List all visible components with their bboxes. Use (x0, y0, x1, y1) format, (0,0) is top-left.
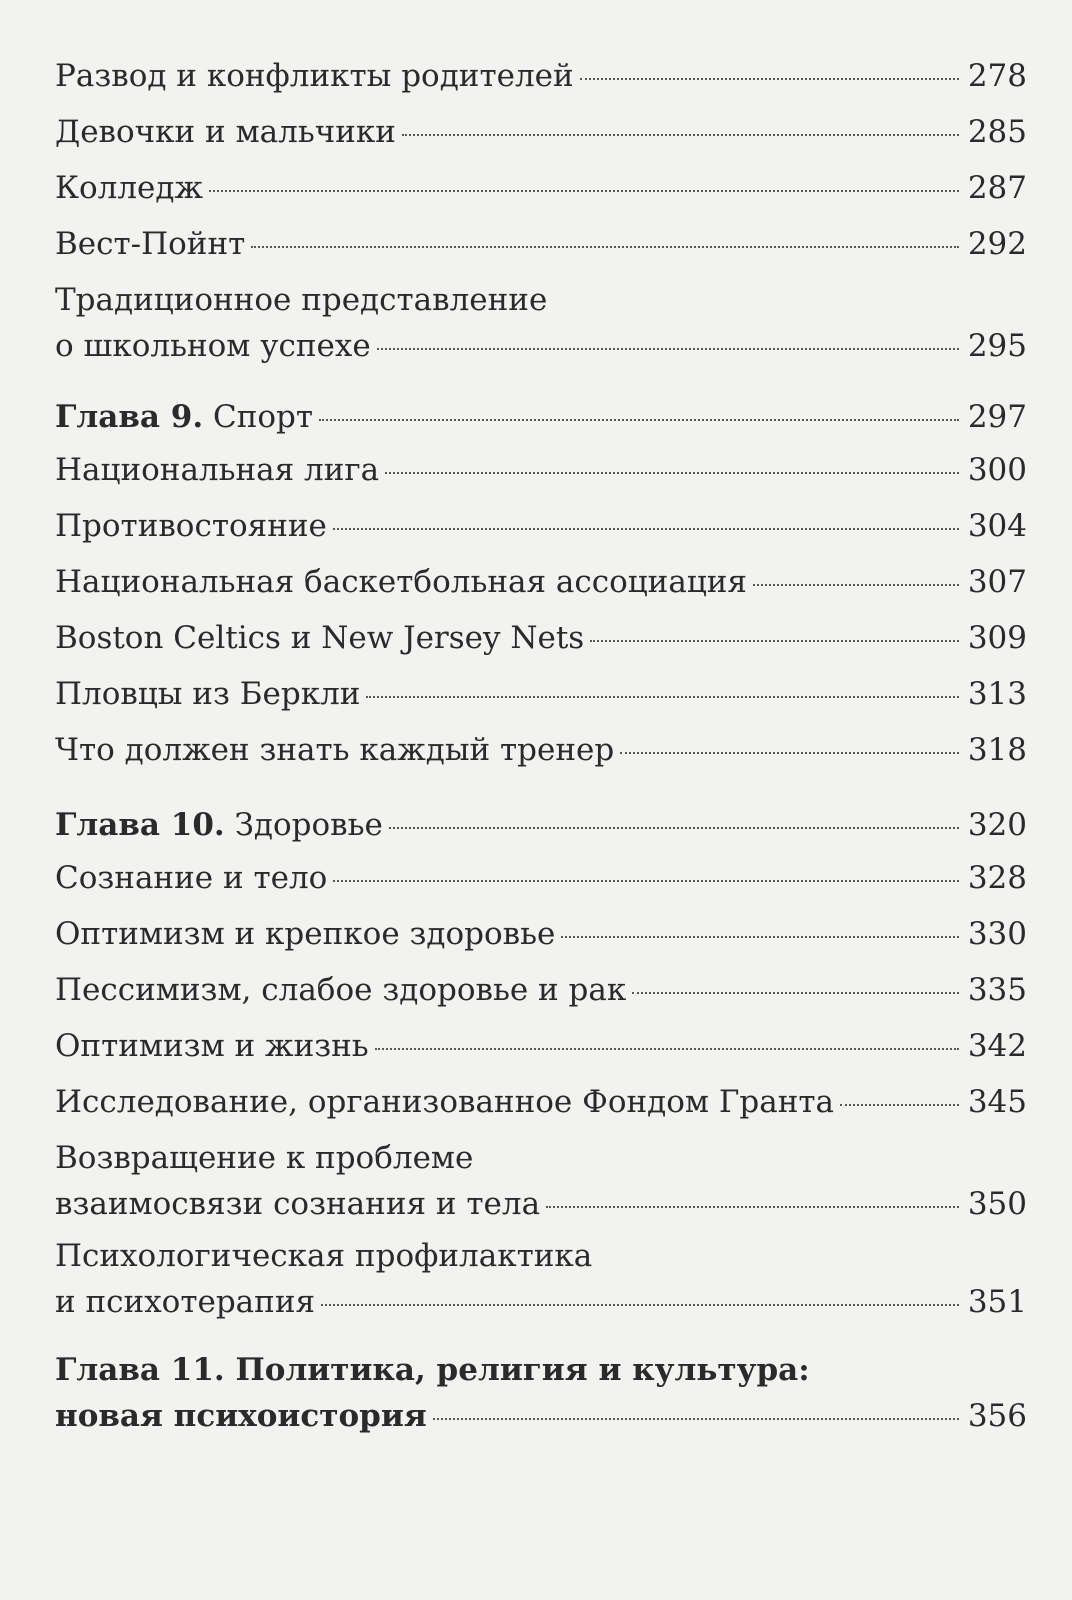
toc-page-number: 295 (967, 328, 1027, 364)
dot-leader (321, 1304, 959, 1306)
chapter-label: Глава 9. (55, 399, 204, 435)
toc-chapter-title (55, 392, 313, 442)
toc-chapter-entry (55, 392, 1027, 442)
dot-leader (333, 528, 959, 530)
toc-page-number: 342 (967, 1028, 1027, 1064)
toc-entry (55, 1136, 1027, 1228)
toc-entry (55, 850, 1027, 906)
toc-entry (55, 498, 1027, 554)
toc-entry (55, 906, 1027, 962)
toc-entry (55, 160, 1027, 216)
dot-leader (620, 752, 959, 754)
toc-entry (55, 610, 1027, 666)
chapter-label: Глава 11. (55, 1352, 225, 1388)
toc-entry-title: Оптимизм и жизнь (55, 1028, 369, 1064)
toc-entry (55, 278, 1027, 370)
toc-entry-title: Пловцы из Беркли (55, 676, 361, 712)
toc-entry-title: Вест-Пойнт (55, 226, 246, 262)
toc-chapter-entry (55, 800, 1027, 850)
toc-entry (55, 962, 1027, 1018)
toc-chapter-title-line1 (55, 1348, 1027, 1392)
toc-entry-title-line2: и психотерапия (55, 1284, 316, 1320)
toc-entry (55, 442, 1027, 498)
toc-entry-title: Национальная баскетбольная ассоциация (55, 564, 747, 600)
toc-page-number: 287 (967, 170, 1027, 206)
toc-entry (55, 1018, 1027, 1074)
toc-entry-title: Пессимизм, слабое здоровье и рак (55, 972, 627, 1008)
toc-entry-title-line1: Традиционное представление (55, 282, 548, 318)
toc-entry-title-line1: Психологическая профилактика (55, 1238, 593, 1274)
toc-entry (55, 104, 1027, 160)
dot-leader (389, 827, 959, 829)
toc-page-number: 345 (967, 1084, 1027, 1120)
toc-page-number: 300 (967, 452, 1027, 488)
chapter-title: Спорт (213, 399, 314, 435)
toc-page-number: 297 (967, 399, 1027, 435)
dot-leader (590, 640, 959, 642)
dot-leader (433, 1418, 959, 1420)
dot-leader (377, 348, 959, 350)
toc-page-number: 351 (967, 1284, 1027, 1320)
toc-page-number: 278 (967, 58, 1027, 94)
toc-page-number: 304 (967, 508, 1027, 544)
toc-page-number: 318 (967, 732, 1027, 768)
chapter-title-line1: Политика, религия и культура: (235, 1352, 810, 1388)
toc-page-number: 313 (967, 676, 1027, 712)
dot-leader (546, 1206, 959, 1208)
toc-entry (55, 666, 1027, 722)
toc-entry (55, 48, 1027, 104)
dot-leader (561, 936, 959, 938)
toc-page-number: 309 (967, 620, 1027, 656)
chapter-title: Здоровье (234, 807, 383, 843)
dot-leader (753, 584, 959, 586)
dot-leader (375, 1048, 959, 1050)
toc-entry (55, 216, 1027, 272)
toc-entry-title: Boston Celtics и New Jersey Nets (55, 620, 585, 656)
dot-leader (580, 78, 959, 80)
toc-entry (55, 1234, 1027, 1326)
dot-leader (366, 696, 959, 698)
toc-entry-title: Девочки и мальчики (55, 114, 396, 150)
toc-entry-title: Оптимизм и крепкое здоровье (55, 916, 556, 952)
toc-page-number: 285 (967, 114, 1027, 150)
toc-entry-title: Сознание и тело (55, 860, 328, 896)
toc-entry (55, 722, 1027, 778)
toc-entry-title-line2: о школьном успехе (55, 328, 371, 364)
toc-page-number: 356 (967, 1398, 1027, 1434)
toc-page-number: 330 (967, 916, 1027, 952)
toc-entry-title: Что должен знать каждый тренер (55, 732, 615, 768)
dot-leader (385, 472, 959, 474)
toc-entry-title: Колледж (55, 170, 203, 206)
toc-entry (55, 554, 1027, 610)
toc-chapter-title (55, 800, 383, 850)
toc-page-number: 320 (967, 807, 1027, 843)
dot-leader (333, 880, 959, 882)
dot-leader (251, 246, 959, 248)
toc-entry (55, 1074, 1027, 1130)
toc-page-number: 335 (967, 972, 1027, 1008)
toc-entry-title: Национальная лига (55, 452, 380, 488)
dot-leader (209, 190, 959, 192)
toc-entry-title: Исследование, организованное Фондом Гранта (55, 1084, 835, 1120)
toc-entry-title: Развод и конфликты родителей (55, 58, 574, 94)
toc-entry-title-line2: взаимосвязи сознания и тела (55, 1186, 541, 1222)
toc-page-number: 328 (967, 860, 1027, 896)
dot-leader (402, 134, 959, 136)
toc-chapter-entry (55, 1348, 1027, 1440)
toc-page-number: 350 (967, 1186, 1027, 1222)
toc-page-number: 307 (967, 564, 1027, 600)
chapter-title-line2: новая психоистория (55, 1398, 427, 1434)
toc-page-number: 292 (967, 226, 1027, 262)
toc-entry-title: Противостояние (55, 508, 327, 544)
chapter-label: Глава 10. (55, 807, 225, 843)
dot-leader (319, 419, 959, 421)
toc-entry-title-line1: Возвращение к проблеме (55, 1140, 474, 1176)
dot-leader (632, 992, 959, 994)
dot-leader (840, 1104, 959, 1106)
